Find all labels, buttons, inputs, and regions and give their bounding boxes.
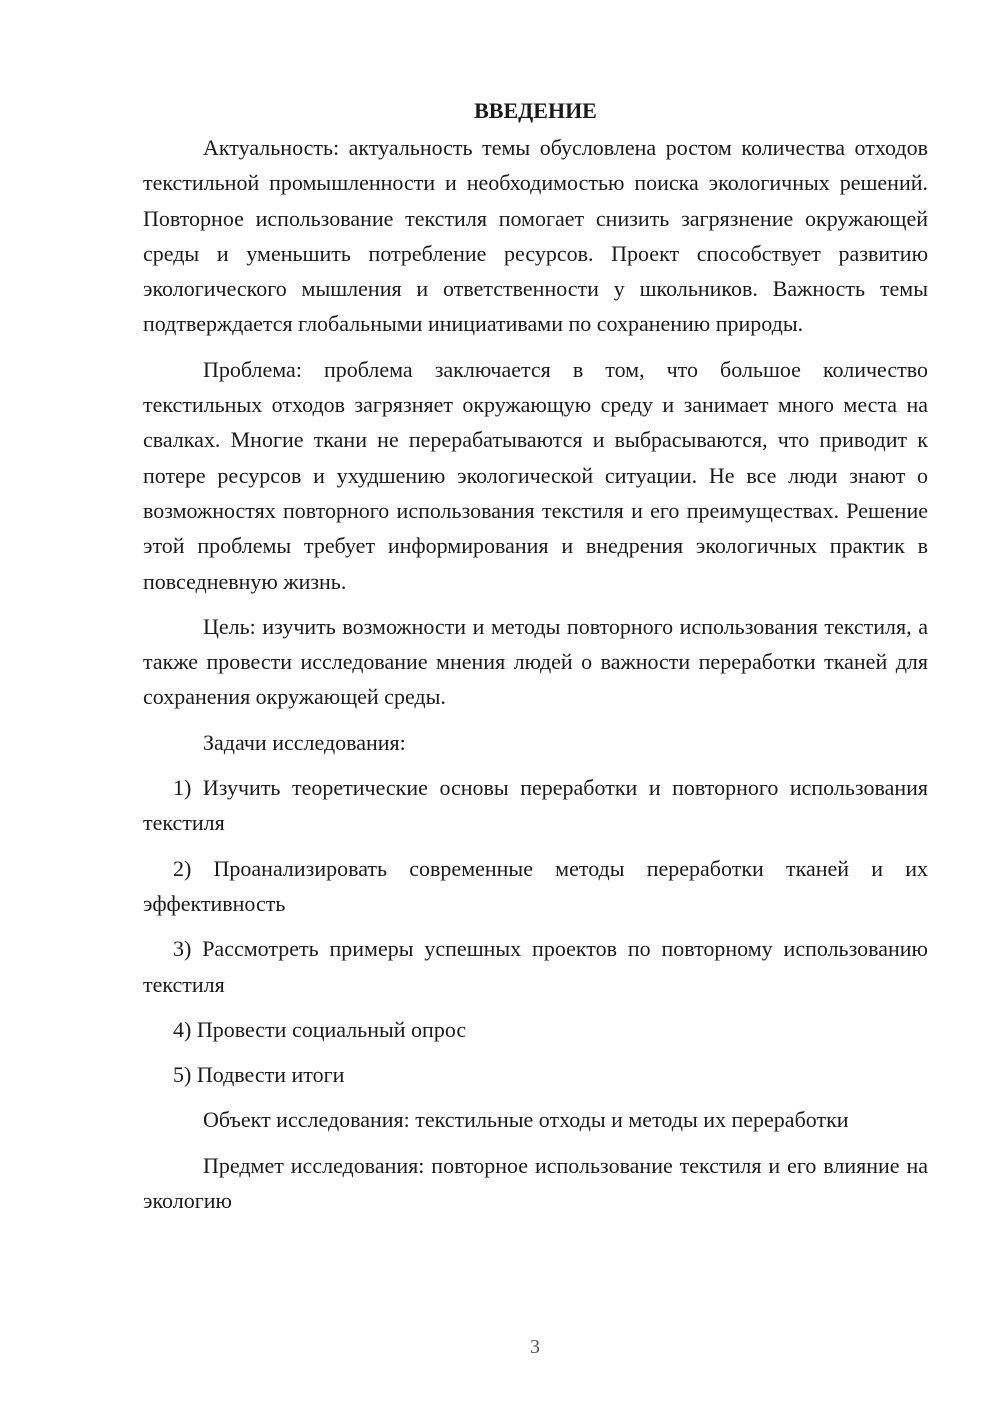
section-title: ВВЕДЕНИЕ — [474, 98, 597, 123]
task-item: 1) Изучить теоретические основы переработки и повторного использования текстиля — [143, 775, 928, 836]
page-content — [143, 96, 928, 1218]
task-item: 2) Проанализировать современные методы переработки тканей и их эффективность — [143, 855, 928, 916]
task-item: 3) Рассмотреть примеры успешных проектов по повторному использованию текстиля — [143, 936, 928, 997]
subject-paragraph: Предмет исследования: повторное использование текстиля и его влияние на экологию — [143, 1152, 928, 1214]
page-number: 3 — [530, 1336, 540, 1358]
task-item: 4) Провести социальный опрос — [173, 1016, 467, 1042]
relevance-paragraph: Актуальность: актуальность темы обусловлена ростом количества отходов текстильной промышленности и необходимостью поиска экологичных решений. Повторное использование текстиля помогает снизить загрязнение окружающей среды и уменьшить потребление ресурсов. Проект способствует развитию экологического мышления и ответственности у школьников. Важность темы подтверждается глобальными инициативами по сохранению природы. — [143, 135, 928, 337]
tasks-heading: Задачи исследования: — [203, 729, 406, 755]
problem-paragraph: Проблема: проблема заключается в том, что большое количество текстильных отходов загрязняет окружающую среду и занимает много места на свалках. Многие ткани не перерабатываются и выбрасываются, что приводит к потере ресурсов и ухудшению экологической ситуации. Не все люди знают о возможностях повторного использования текстиля и его преимуществах. Решение этой проблемы требует информирования и внедрения экологичных практик в повседневную жизнь. — [143, 356, 928, 594]
goal-paragraph: Цель: изучить возможности и методы повторного использования текстиля, а также провести исследование мнения людей о важности переработки тканей для сохранения окружающей среды. — [143, 613, 928, 710]
object-paragraph: Объект исследования: текстильные отходы и методы их переработки — [203, 1107, 849, 1133]
task-item: 5) Подвести итоги — [173, 1062, 345, 1088]
